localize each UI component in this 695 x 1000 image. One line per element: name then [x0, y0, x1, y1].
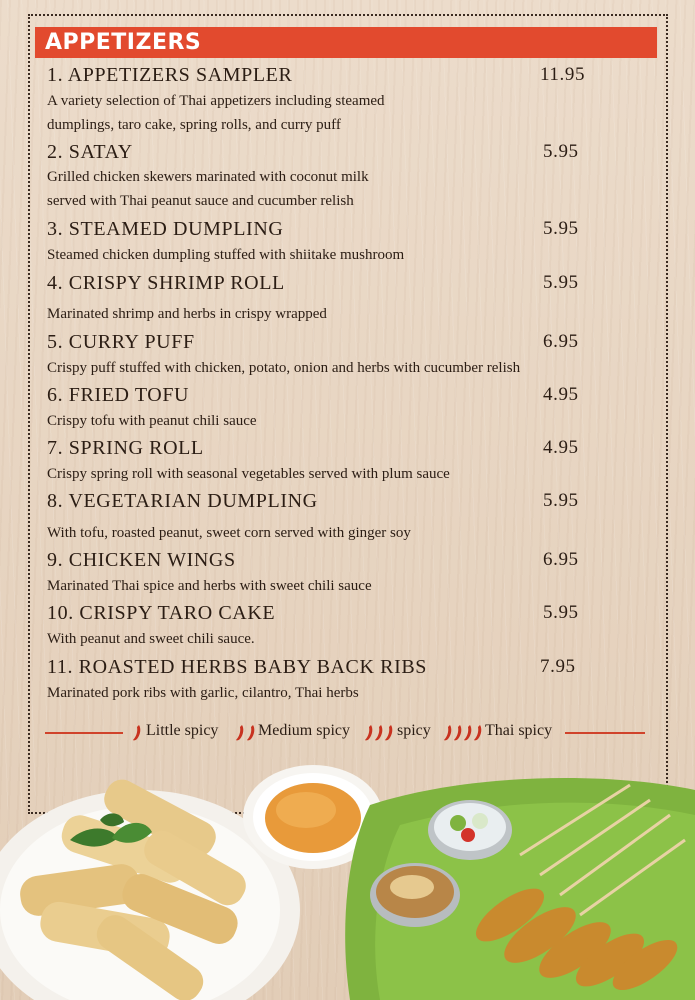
item-name: 4. CRISPY SHRIMP ROLL	[47, 272, 285, 294]
section-title: APPETIZERS	[45, 30, 202, 55]
item-price: 5.95	[543, 141, 579, 162]
item-description: Marinated pork ribs with garlic, cilantro, Thai herbs	[47, 685, 359, 701]
item-description: dumplings, taro cake, spring rolls, and curry puff	[47, 117, 341, 133]
item-price: 5.95	[543, 602, 579, 623]
item-name: 10. CRISPY TARO CAKE	[47, 602, 276, 624]
item-name: 11. ROASTED HERBS BABY BACK RIBS	[47, 656, 428, 678]
item-description: Marinated Thai spice and herbs with sweet chili sauce	[47, 578, 372, 594]
item-price: 11.95	[540, 64, 586, 85]
legend-little-spicy: Little spicy	[146, 722, 219, 739]
section-header	[35, 27, 657, 58]
chili-pepper-icon	[442, 724, 484, 742]
item-description: With tofu, roasted peanut, sweet corn served with ginger soy	[47, 525, 411, 541]
item-description: Grilled chicken skewers marinated with coconut milk	[47, 169, 369, 185]
item-description: Steamed chicken dumpling stuffed with shiitake mushroom	[47, 247, 405, 263]
item-name: 1. APPETIZERS SAMPLER	[47, 64, 293, 86]
legend-thai-spicy: Thai spicy	[485, 722, 553, 739]
legend-divider-left	[45, 732, 123, 734]
item-price: 6.95	[543, 331, 579, 352]
legend-divider-right	[565, 732, 645, 734]
item-price: 5.95	[543, 218, 579, 239]
item-description: Crispy spring roll with seasonal vegetables served with plum sauce	[47, 466, 450, 482]
item-description: Crispy tofu with peanut chili sauce	[47, 413, 257, 429]
item-name: 7. SPRING ROLL	[47, 437, 204, 459]
item-price: 7.95	[540, 656, 576, 677]
chili-pepper-icon	[234, 724, 258, 742]
item-description: served with Thai peanut sauce and cucumber relish	[47, 193, 354, 209]
legend-medium-spicy: Medium spicy	[258, 722, 350, 739]
item-name: 9. CHICKEN WINGS	[47, 549, 236, 571]
chili-pepper-icon	[363, 724, 397, 742]
legend-spicy: spicy	[397, 722, 431, 739]
item-description: With peanut and sweet chili sauce.	[47, 631, 255, 647]
item-name: 5. CURRY PUFF	[47, 331, 195, 353]
item-description: Crispy puff stuffed with chicken, potato, onion and herbs with cucumber relish	[47, 360, 521, 376]
item-name: 6. FRIED TOFU	[47, 384, 190, 406]
item-price: 5.95	[543, 272, 579, 293]
item-price: 4.95	[543, 384, 579, 405]
chili-pepper-icon	[131, 724, 143, 742]
spice-legend	[45, 720, 645, 746]
item-name: 8. VEGETARIAN DUMPLING	[47, 490, 318, 512]
item-name: 3. STEAMED DUMPLING	[47, 218, 284, 240]
item-description: Marinated shrimp and herbs in crispy wrapped	[47, 306, 327, 322]
item-price: 5.95	[543, 490, 579, 511]
item-price: 6.95	[543, 549, 579, 570]
item-name: 2. SATAY	[47, 141, 133, 163]
satay-skewers-photo	[340, 765, 695, 1000]
item-price: 4.95	[543, 437, 579, 458]
item-description: A variety selection of Thai appetizers including steamed	[47, 93, 385, 109]
